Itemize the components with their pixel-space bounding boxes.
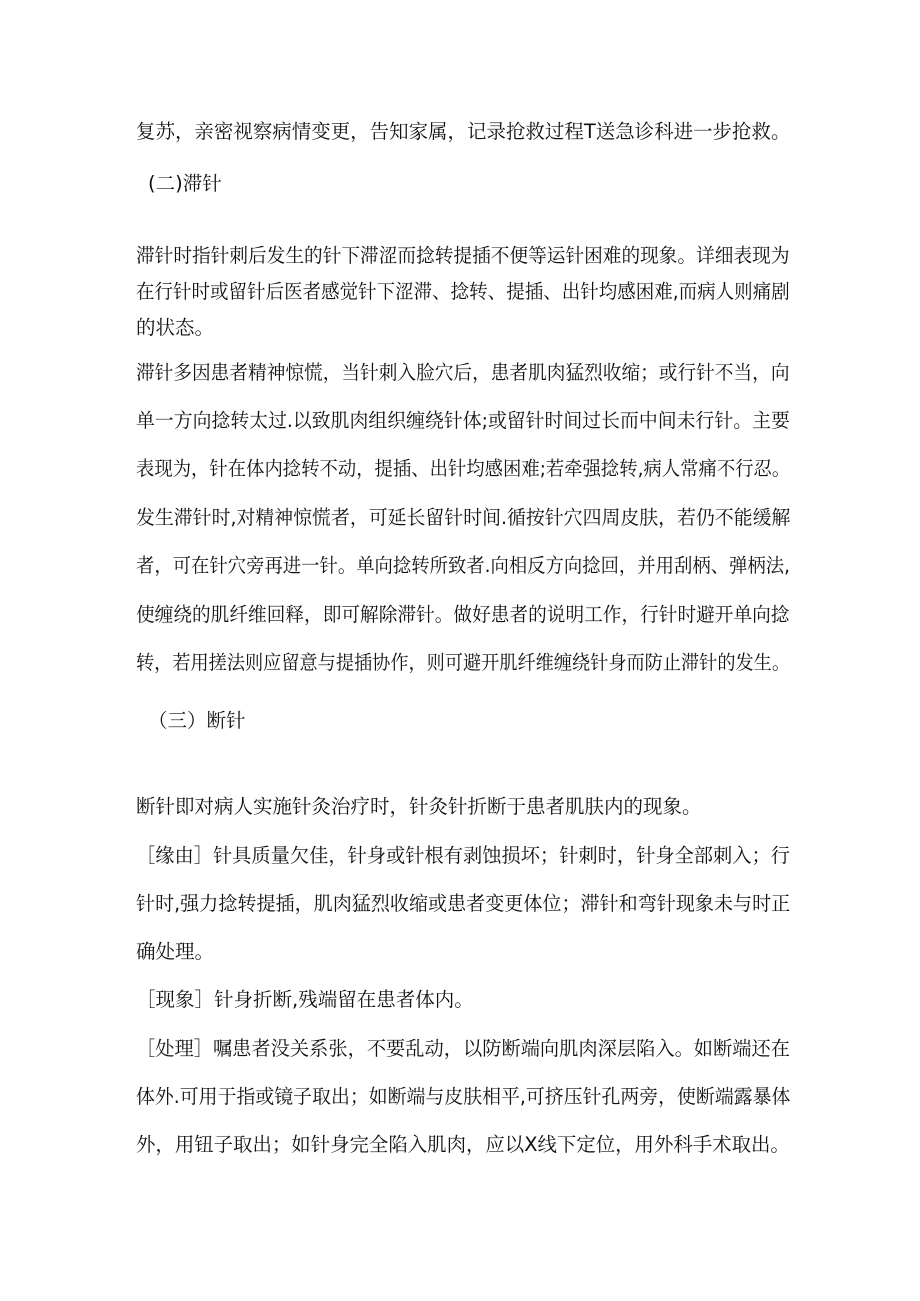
paragraph-line: 滞针多因患者精神惊慌，当针刺入脸穴后，患者肌肉猛烈收缩；或行针不当，向	[136, 361, 790, 384]
paragraph-line: 的状态。	[136, 316, 215, 339]
paragraph-line: 转，若用搓法则应留意与提插协作，则可避开肌纤维缠绕针身而防止滞针的发生。	[136, 651, 790, 674]
paragraph-line: 断针即对病人实施针灸治疗时，针灸针折断于患者肌肤内的现象。	[136, 795, 702, 818]
paragraph-line: 外，用钮子取出；如针身完全陷入肌肉，应以X线下定位，用外科手术取出。	[136, 1133, 790, 1156]
paragraph-line: 针时,强力捻转提插，肌肉猛烈收缩或患者变更体位；滞针和弯针现象未与时正	[136, 892, 791, 915]
paragraph-line: 发生滞针时,对精神惊慌者，可延长留针时间.循按针穴四周皮肤，若仍不能缓解	[136, 506, 791, 529]
paragraph-line: 者，可在针穴旁再进一针。单向捻转所致者.向相反方向捻回，并用刮柄、弹柄法,	[136, 554, 790, 577]
paragraph-line: ［缘由］针具质量欠佳，针身或针根有剥蚀损坏；针刺时，针身全部刺入；行	[136, 844, 790, 867]
paragraph-line: 使缠绕的肌纤维回释，即可解除滞针。做好患者的说明工作，行针时避开单向捻	[136, 603, 790, 626]
paragraph-line: 确处理。	[136, 940, 215, 963]
section-heading-broken-needle: （三）断针	[148, 709, 246, 732]
paragraph-line: 复苏，亲密视察病情变更，告知家属，记录抢救过程T送急诊科进一步抢救。	[136, 120, 791, 143]
section-heading-stuck-needle: (二)滞针	[148, 172, 222, 195]
paragraph-line: ［处理］嘱患者没关系张，不要乱动，以防断端向肌肉深层陷入。如断端还在	[136, 1037, 790, 1060]
paragraph-line: 滞针时指针刺后发生的针下滞涩而捻转提插不便等运针困难的现象。详细表现为	[136, 244, 790, 267]
paragraph-line: 单一方向捻转太过.以致肌肉组织缠绕针体;或留针时间过长而中间未行针。主要	[136, 409, 790, 432]
paragraph-line: 在行针时或留针后医者感觉针下涩滞、捻转、提插、出针均感困难,而病人则痛剧	[136, 280, 790, 303]
paragraph-line: 体外.可用于指或镜子取出；如断端与皮肤相平,可挤压针孔两旁，使断端露暴体	[136, 1085, 791, 1108]
paragraph-line: ［现象］针身折断,残端留在患者体内。	[136, 988, 474, 1011]
paragraph-line: 表现为，针在体内捻转不动，提插、出针均感困难;若牵强捻转,病人常痛不行忍。	[136, 457, 791, 480]
